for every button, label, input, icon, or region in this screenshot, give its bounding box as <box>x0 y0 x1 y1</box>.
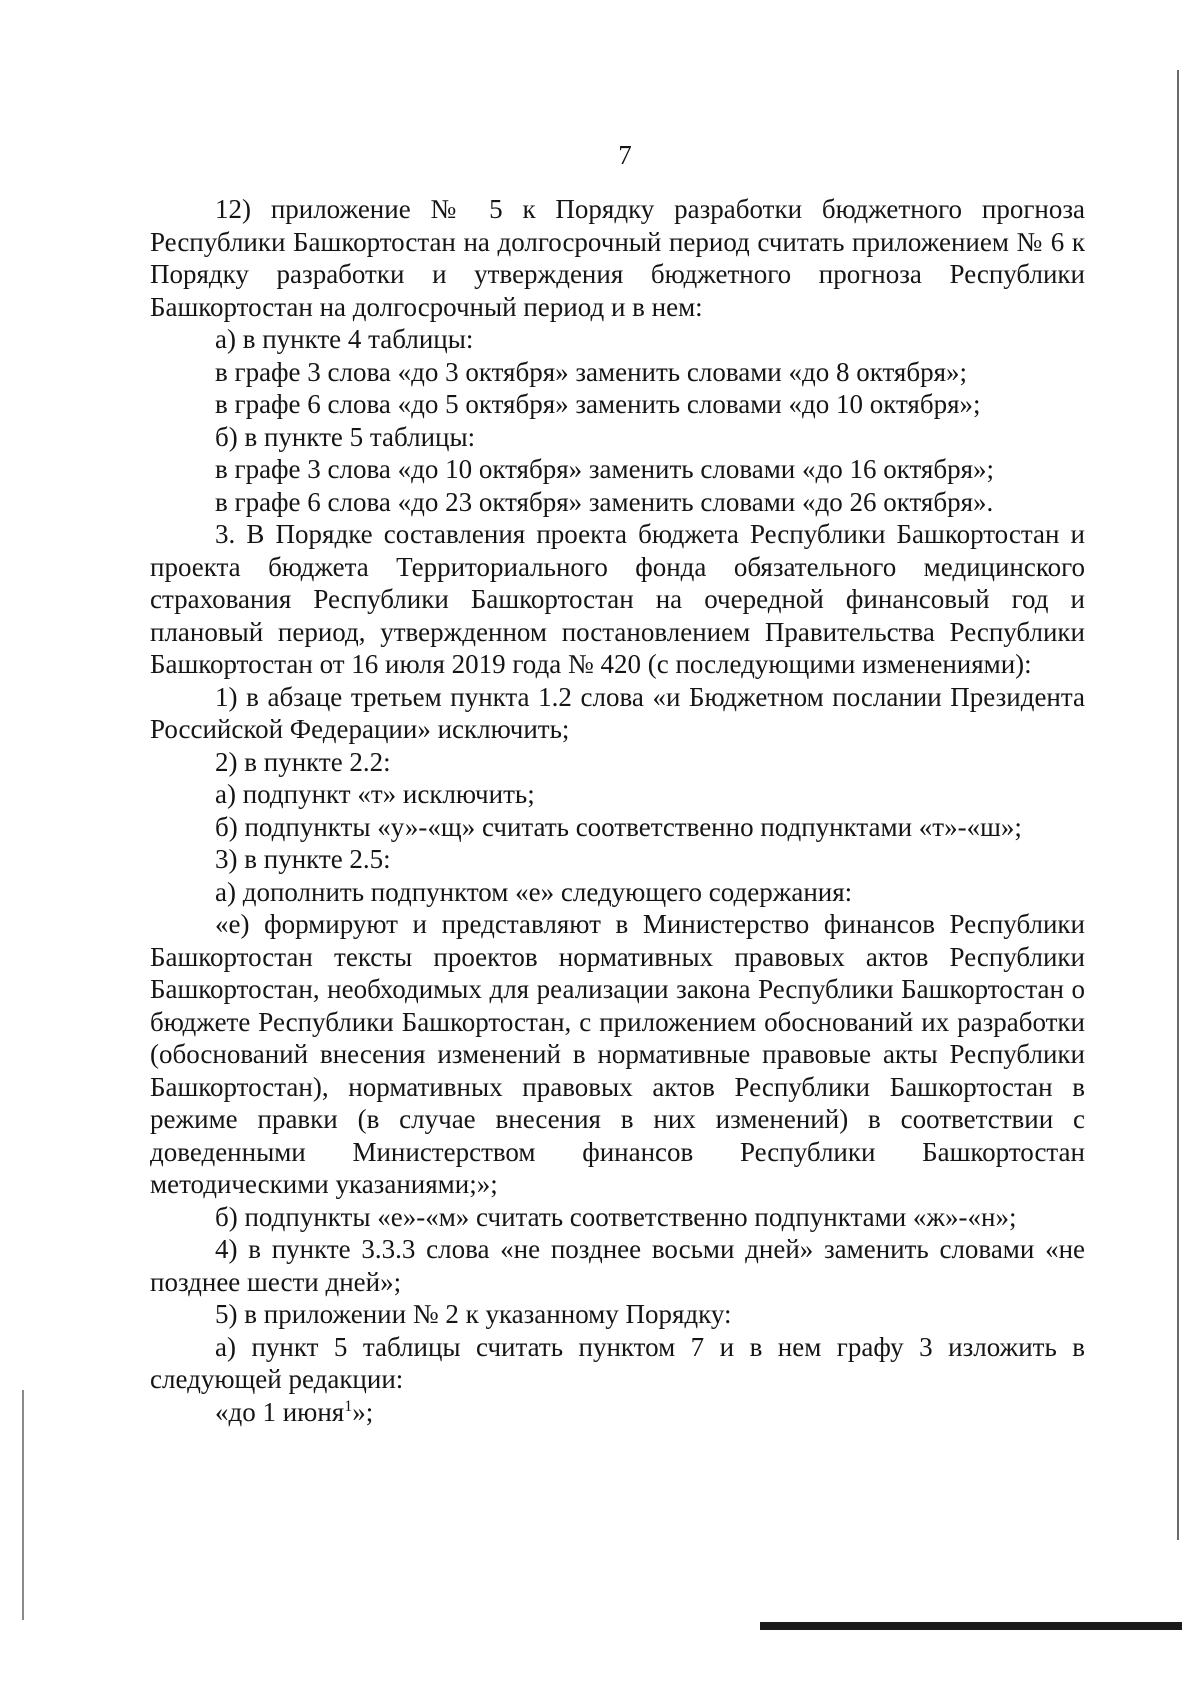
paragraph-item-3-a: а) дополнить подпунктом «е» следующего содержания: <box>215 876 853 907</box>
scan-edge-right <box>1177 70 1179 1540</box>
new-wording-text: «до 1 июня <box>215 1396 345 1427</box>
paragraph-subitem-a: а) в пункте 4 таблицы: <box>215 324 474 354</box>
paragraph-item-1: 1) в абзаце третьем пункта 1.2 слова «и Бюджетном послании Президента Российской Федерации» исключить; <box>150 681 1085 744</box>
scan-edge-left <box>22 1390 24 1620</box>
paragraph-column-3-change-2: в графе 3 слова «до 10 октября» заменить словами «до 16 октября»; <box>215 454 995 484</box>
new-wording-end: »; <box>352 1396 374 1427</box>
paragraph-subitem-b: б) в пункте 5 таблицы: <box>215 421 476 452</box>
paragraph-item-5-a: а) пункт 5 таблицы считать пунктом 7 и в нем графу 3 изложить в следующей редакции: <box>150 1331 1085 1394</box>
paragraph-item-2-a: а) подпункт «т» исключить; <box>215 779 535 809</box>
paragraph-section-3: 3. В Порядке составления проекта бюджета Республики Башкортостан и проекта бюджета Территориального фонда обязательного медицинского страхования Республики Башкортостан на очередной финансовый год и плановый период, утвержденном постановлением Правительства Республики Башкортостан от 16 июля 2019 года № 420 (с последующими изменениями): <box>150 519 1085 679</box>
paragraph-item-12: 12) приложение № 5 к Порядку разработки бюджетного прогноза Республики Башкортостан на долгосрочный период считать приложением № 6 к Порядку разработки и утверждения бюджетного прогноза Республики Башкортостан на долгосрочный период и в нем: <box>150 194 1085 322</box>
paragraph-quoted-subitem-e: «е) формируют и представляют в Министерство финансов Республики Башкортостан тексты проектов нормативных правовых актов Республики Башкортостан, необходимых для реализации закона Республики Башкортостан о бюджете Республики Башкортостан, с приложением обоснований их разработки (обоснований внесения изменений в нормативные правовые акты Республики Башкортостан), нормативных правовых актов Республики Башкортостан в режиме правки (в случае внесения в них изменений) в соответствии с доведенными Министерством финансов Республики Башкортостан методическими указаниями;»; <box>150 909 1085 1199</box>
paragraph-column-6-change-2: в графе 6 слова «до 23 октября» заменить словами «до 26 октября». <box>215 486 994 517</box>
document-body <box>150 193 1085 1428</box>
paragraph-column-3-change: в графе 3 слова «до 3 октября» заменить словами «до 8 октября»; <box>215 356 968 387</box>
page-number: 7 <box>618 140 632 170</box>
paragraph-item-5: 5) в приложении № 2 к указанному Порядку: <box>215 1299 732 1329</box>
paragraph-item-3: 3) в пункте 2.5: <box>215 844 391 874</box>
paragraph-item-3-b: б) подпункты «е»-«м» считать соответственно подпунктами «ж»-«н»; <box>215 1201 1017 1232</box>
paragraph-column-6-change: в графе 6 слова «до 5 октября» заменить словами «до 10 октября»; <box>215 389 981 419</box>
paragraph-new-wording <box>150 1396 1085 1429</box>
paragraph-item-2-b: б) подпункты «у»-«щ» считать соответственно подпунктами «т»-«ш»; <box>215 811 1022 842</box>
paragraph-item-4: 4) в пункте 3.3.3 слова «не позднее восьми дней» заменить словами «не позднее шести дней»; <box>150 1234 1085 1297</box>
paragraph-item-2: 2) в пункте 2.2: <box>215 746 391 777</box>
footnote-mark: 1 <box>344 1397 353 1415</box>
scan-edge-bottom <box>760 1622 1182 1630</box>
